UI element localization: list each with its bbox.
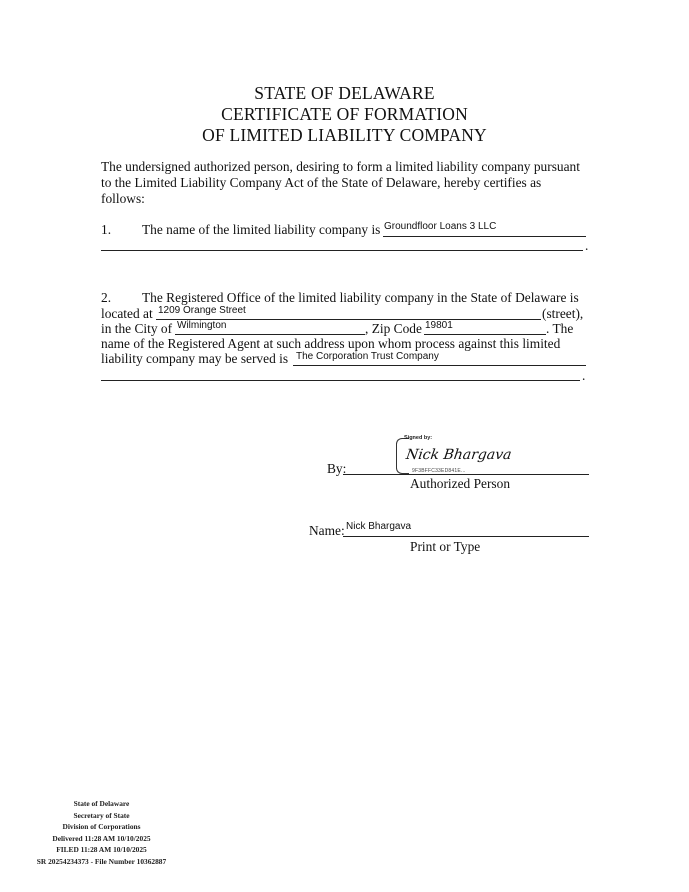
- zip-field: 19801: [425, 320, 453, 331]
- item-2-line-1: The Registered Office of the limited liability company in the State of Delaware is: [142, 290, 579, 305]
- by-label: By:: [327, 461, 347, 476]
- intro-line-2: to the Limited Liability Company Act of the State of Delaware, hereby certifies as: [101, 175, 542, 190]
- title-line-1: STATE OF DELAWARE: [254, 83, 435, 103]
- company-name-underline-2: [101, 250, 583, 251]
- city-label: in the City of: [101, 321, 173, 336]
- name-label: Name:: [309, 523, 345, 538]
- stamp-line-1: State of Delaware: [73, 799, 130, 808]
- name-underline: [343, 536, 589, 537]
- authorized-person-label: Authorized Person: [410, 476, 511, 491]
- company-name-underline: [383, 236, 586, 237]
- intro-line-1: The undersigned authorized person, desiring to form a limited liability company pursuant: [101, 159, 580, 174]
- stamp-line-3: Division of Corporations: [62, 822, 141, 832]
- item-1-number: 1.: [101, 222, 112, 237]
- stamp-line-6: SR 20254234373 - File Number 10362887: [36, 856, 167, 866]
- item-2-line-4: name of the Registered Agent at such address upon whom process against this limited: [101, 336, 561, 351]
- company-name-field: Groundfloor Loans 3 LLC: [384, 221, 497, 232]
- street-suffix: (street),: [542, 306, 584, 321]
- registered-agent-underline: [293, 365, 586, 366]
- title-line-3: OF LIMITED LIABILITY COMPANY: [202, 125, 487, 145]
- stamp-line-4: Delivered 11:28 AM 10/10/2025: [52, 833, 151, 843]
- item-2-period: .: [582, 368, 586, 383]
- signature-handwriting: Nick Bhargava: [404, 447, 513, 463]
- item-1-label: The name of the limited liability company is: [142, 222, 381, 237]
- registered-agent-underline-2: [101, 380, 580, 381]
- city-underline: [175, 334, 365, 335]
- located-at-label: located at: [101, 306, 153, 321]
- item-1-period: .: [585, 238, 589, 253]
- signature-underline: [343, 474, 589, 475]
- served-label: liability company may be served is: [101, 351, 289, 366]
- intro-line-3: follows:: [101, 191, 145, 206]
- name-field: Nick Bhargava: [346, 521, 412, 532]
- street-field: 1209 Orange Street: [158, 305, 246, 316]
- zip-label: , Zip Code: [365, 321, 422, 336]
- zip-underline: [424, 334, 546, 335]
- item-2-number: 2.: [101, 290, 112, 305]
- print-or-type-label: Print or Type: [410, 539, 481, 554]
- zip-suffix: . The: [546, 321, 574, 336]
- stamp-line-5: FILED 11:28 AM 10/10/2025: [56, 845, 147, 855]
- city-field: Wilmington: [177, 320, 227, 331]
- registered-agent-field: The Corporation Trust Company: [296, 351, 439, 362]
- stamp-line-2: Secretary of State: [73, 810, 130, 820]
- signature-hash: 9F3BFFC33ED841E...: [412, 468, 466, 474]
- filing-stamp: [24, 798, 179, 868]
- signed-by-label: Signed by:: [404, 435, 433, 441]
- title-line-2: CERTIFICATE OF FORMATION: [221, 104, 468, 124]
